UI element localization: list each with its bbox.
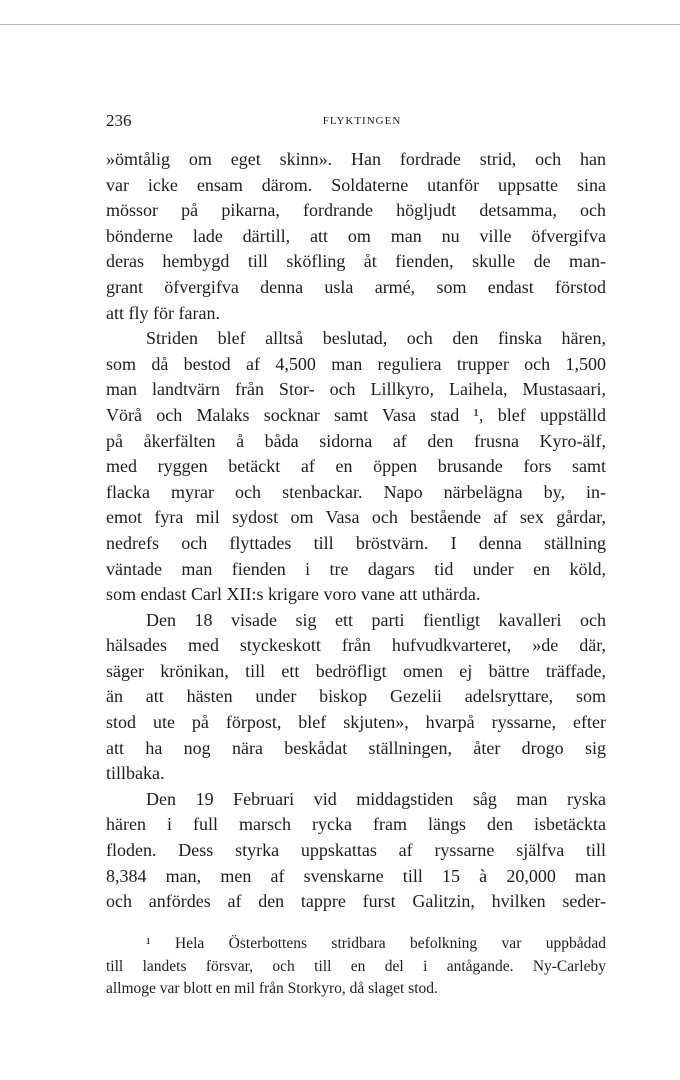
text-line: Den 18 visade sig ett parti fientligt kavalleri och — [146, 609, 606, 630]
running-head: FLYKTINGEN — [322, 115, 402, 127]
text-line: att ha nog nära beskådat ställningen, åter drogo sig — [106, 737, 606, 758]
text-line: deras hembygd till sköfling åt fienden, skulle de man- — [106, 251, 606, 272]
text-line: hären i full marsch rycka fram längs den isbetäckta — [106, 814, 606, 835]
text-line: på åkerfälten å båda sidorna af den frusna Kyro-älf, — [106, 430, 606, 451]
text-line: stod ute på förpost, blef skjuten», hvarpå ryssarne, efter — [106, 712, 606, 733]
text-line: och anfördes af den tappre furst Galitzin, hvilken seder- — [106, 891, 606, 912]
footnote — [106, 933, 606, 1001]
text-line: Vörå och Malaks socknar samt Vasa stad ¹, blef uppställd — [106, 404, 606, 425]
text-line: säger krönikan, till ett bedröfligt omen ej bättre träffade, — [106, 660, 606, 681]
text-line: mössor på pikarna, fordrande högljudt detsamma, och — [106, 200, 606, 221]
footnote-line: allmoge var blott en mil från Storkyro, då slaget stod. — [106, 980, 438, 997]
text-line: med ryggen betäckt af en öppen brusande fors samt — [106, 456, 606, 477]
page-number: 236 — [106, 111, 132, 130]
text-line: var icke ensam därom. Soldaterne utanför uppsatte sina — [106, 174, 606, 195]
text-line: att fly för faran. — [106, 302, 220, 323]
text-line: tillbaka. — [106, 763, 165, 784]
text-line: grant öfvergifva denna usla armé, som endast förstod — [106, 276, 606, 297]
body-text — [106, 147, 606, 915]
text-line: hälsades med styckeskott från hufvudkvarteret, »de där, — [106, 635, 606, 656]
text-line: som endast Carl XII:s krigare voro vane att uthärda. — [106, 584, 481, 605]
page-header — [106, 111, 606, 135]
text-line: Den 19 Februari vid middagstiden såg man ryska — [146, 788, 606, 809]
text-line: bönderne lade därtill, att om man nu ville öfvergifva — [106, 225, 606, 246]
top-rule — [0, 24, 680, 25]
text-line: 8,384 man, men af svenskarne till 15 à 20,000 man — [106, 865, 606, 886]
text-line: som då bestod af 4,500 man reguliera trupper och 1,500 — [106, 353, 606, 374]
text-line: man landtvärn från Stor- och Lillkyro, Laihela, Mustasaari, — [106, 379, 606, 400]
footnote-line: ¹ Hela Österbottens stridbara befolkning var uppbådad — [146, 935, 606, 952]
text-line: än att hästen under biskop Gezelii adelsryttare, som — [106, 686, 606, 707]
text-line: nedrefs och flyttades till bröstvärn. I denna ställning — [106, 532, 606, 553]
text-line: floden. Dess styrka uppskattas af ryssarne själfva till — [106, 840, 606, 861]
text-line: emot fyra mil sydost om Vasa och bestående af sex gårdar, — [106, 507, 606, 528]
text-line: »ömtålig om eget skinn». Han fordrade strid, och han — [106, 149, 606, 169]
text-line: Striden blef alltså beslutad, och den finska hären, — [146, 328, 606, 349]
text-line: flacka myrar och stenbackar. Napo närbelägna by, in- — [106, 481, 606, 502]
text-line: väntade man fienden i tre dagars tid under en köld, — [106, 558, 606, 579]
footnote-line: till landets försvar, och till en del i antågande. Ny-Carleby — [106, 957, 606, 975]
